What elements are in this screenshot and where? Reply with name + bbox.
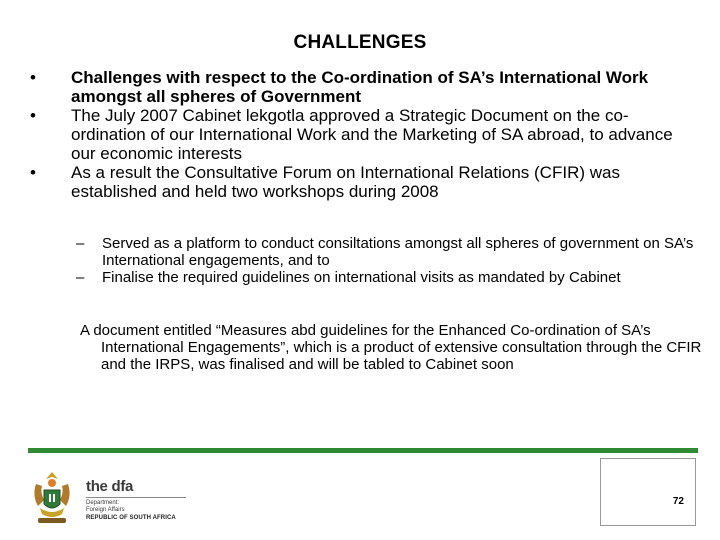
sub-bullet-text: Served as a platform to conduct consiltations amongst all spheres of government on SA’s International engagements, and to — [102, 235, 694, 269]
department-line: Department: — [86, 500, 120, 506]
org-name: the dfa — [86, 478, 134, 495]
page-number-box — [600, 458, 696, 526]
bullet-marker: • — [30, 106, 36, 125]
bullet-marker: • — [30, 68, 36, 87]
slide-title: CHALLENGES — [293, 32, 427, 53]
page-number: 72 — [672, 496, 684, 507]
bullet-list — [28, 68, 698, 201]
bullet-text: As a result the Consultative Forum on International Relations (CFIR) was established and held two workshops during 2008 — [71, 163, 620, 201]
bullet-item — [28, 106, 698, 163]
footer-divider — [28, 448, 698, 453]
country-label: REPUBLIC OF SOUTH AFRICA — [86, 515, 176, 521]
department-label — [86, 500, 125, 514]
bullet-text: The July 2007 Cabinet lekgotla approved a Strategic Document on the co-ordination of our International Work and the Marketing of SA abroad, to advance our economic interests — [71, 106, 673, 163]
sub-bullet-marker: – — [76, 235, 85, 252]
sub-bullet-item — [74, 269, 694, 286]
coat-of-arms-icon — [30, 470, 74, 528]
org-divider — [86, 497, 186, 498]
bullet-marker: • — [30, 163, 36, 182]
bullet-text: Challenges with respect to the Co-ordination of SA’s International Work amongst all spheres of Government — [71, 68, 649, 106]
bullet-item — [28, 68, 698, 106]
department-name: Foreign Affairs — [86, 507, 125, 513]
sub-bullet-text: Finalise the required guidelines on international visits as mandated by Cabinet — [102, 269, 621, 286]
bullet-item — [28, 163, 698, 201]
sub-bullet-marker: – — [76, 269, 85, 286]
summary-paragraph: A document entitled “Measures abd guidelines for the Enhanced Co-ordination of SA’s International Engagements”, which is a product of extensive consultation through the CFIR and the IRPS, was finalised and will be tabled to Cabinet soon — [80, 322, 702, 373]
sub-bullet-item — [74, 235, 694, 269]
sub-bullet-list — [74, 235, 694, 286]
